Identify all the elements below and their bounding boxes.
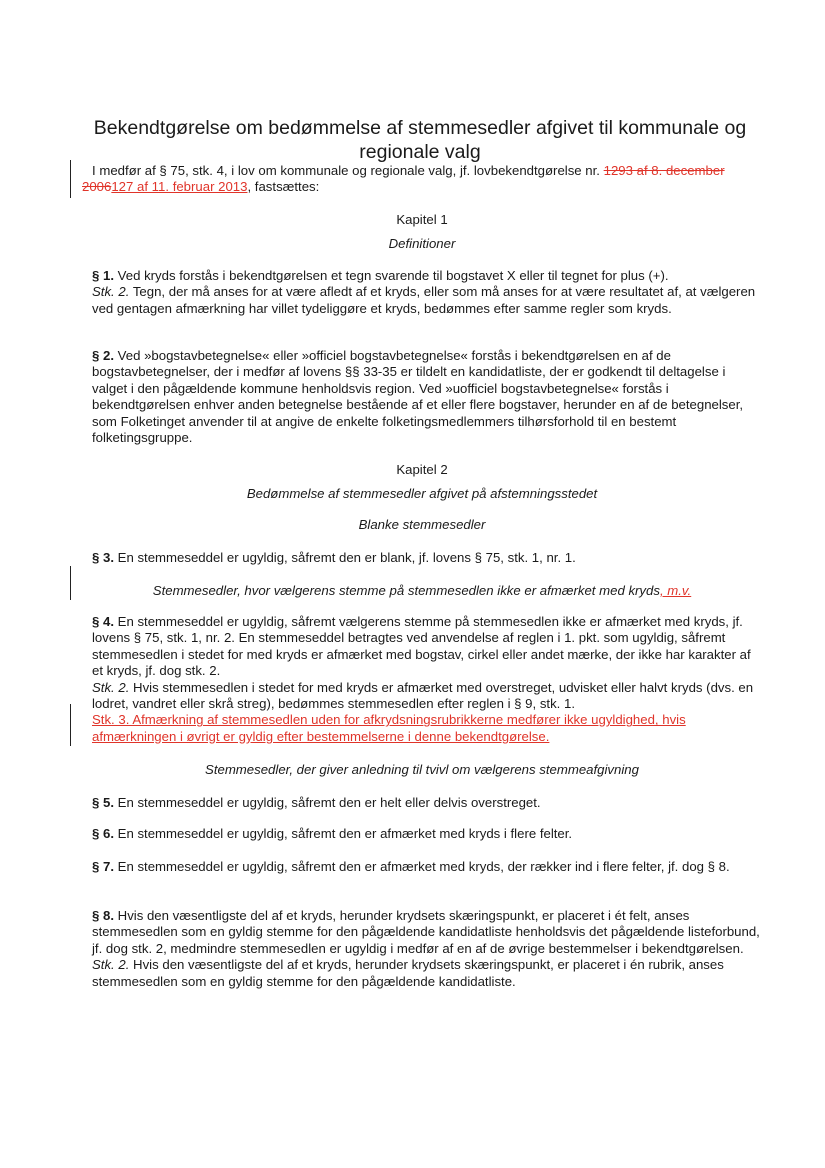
paragraph-text: Ved kryds forstås i bekendtgørelsen et tegn svarende til bogstavet X eller til tegnet for plus (+). <box>114 268 669 283</box>
section-heading-text: Stemmesedler, hvor vælgerens stemme på stemmesedlen ikke er afmærket med kryds <box>152 583 660 598</box>
paragraph-4 <box>82 614 762 745</box>
stk-text: Hvis den væsentligste del af et kryds, herunder krydsets skæringspunkt, er placeret i én rubrik, anses stemmesedlen som en gyldig stemme for den pågældende kandidatliste. <box>92 957 724 989</box>
stk-label: Stk. 2. <box>92 957 130 973</box>
paragraph-number: § 4. <box>92 614 114 629</box>
stk-text: Tegn, der må anses for at være afledt af et kryds, eller som må anses for at være resultatet af, at vælgeren ved gentagen afmærkning har villet tydeliggøre et kryds, bedømmes efter samme regler som kryds. <box>92 284 756 316</box>
paragraph-text: Hvis den væsentligste del af et kryds, herunder krydsets skæringspunkt, er placeret i ét felt, anses stemmesedlen som en gyldig stemme for den pågældende kandidatliste henholdsvis det pågældende listeforbund, jf. dog stk. 2, medmindre stemmesedlen er ugyldig i medfør af en af de øvrige bestemmelser i bekendtgørelsen. <box>92 908 760 956</box>
change-bar <box>70 160 71 198</box>
change-bar <box>70 704 71 746</box>
paragraph-number: § 6. <box>92 826 114 841</box>
section-heading-doubt: Stemmesedler, der giver anledning til tvivl om vælgerens stemmeafgivning <box>205 762 639 777</box>
paragraph-number: § 8. <box>92 908 114 923</box>
paragraph-2 <box>82 348 762 446</box>
paragraph-text: En stemmeseddel er ugyldig, såfremt den er afmærket med kryds, der rækker ind i flere felter, jf. dog § 8. <box>114 859 730 874</box>
chapter-2-heading: Kapitel 2 <box>396 462 448 477</box>
chapter-2-subheading: Bedømmelse af stemmesedler afgivet på afstemningsstedet <box>246 486 598 501</box>
chapter-1-subheading: Definitioner <box>388 236 456 251</box>
paragraph-text: En stemmeseddel er ugyldig, såfremt den er helt eller delvis overstreget. <box>114 795 541 810</box>
paragraph-3 <box>82 550 762 566</box>
change-bar <box>70 566 71 600</box>
paragraph-number: § 1. <box>92 268 114 283</box>
inserted-text: 127 af 11. februar 2013 <box>111 179 248 195</box>
paragraph-text: En stemmeseddel er ugyldig, såfremt den er afmærket med kryds i flere felter. <box>114 826 573 841</box>
chapter-1-heading: Kapitel 1 <box>396 212 448 227</box>
paragraph-5 <box>82 795 762 811</box>
inserted-text: , m.v. <box>659 583 692 598</box>
paragraph-number: § 5. <box>92 795 114 810</box>
paragraph-number: § 3. <box>92 550 114 565</box>
paragraph-text: En stemmeseddel er ugyldig, såfremt den er blank, jf. lovens § 75, stk. 1, nr. 1. <box>114 550 576 565</box>
intro-paragraph <box>82 163 762 196</box>
paragraph-number: § 2. <box>92 348 114 363</box>
section-heading-blank: Blanke stemmesedler <box>358 517 486 532</box>
paragraph-6 <box>82 826 762 842</box>
section-heading-no-cross <box>82 583 762 599</box>
intro-text: I medfør af § 75, stk. 4, i lov om kommunale og regionale valg, jf. lovbekendtgørelse nr. <box>92 163 604 178</box>
deleted-text: 1293 af 8. december 2006 <box>82 163 725 195</box>
intro-end: , fastsættes: <box>247 179 320 195</box>
inserted-stk-3: Stk. 3. Afmærkning af stemmesedlen uden for afkrydsningsrubrikkerne medfører ikke ugyldighed, hvis afmærkningen i øvrigt er gyldig efter bestemmelserne i denne bekendtgørelse. <box>92 712 686 744</box>
paragraph-7 <box>82 859 762 875</box>
stk-label: Stk. 2. <box>92 679 130 695</box>
stk-text: Hvis stemmesedlen i stedet for med kryds er afmærket med overstreget, udvisket eller halvt kryds (dvs. en lodret, vandret eller skrå streg), bedømmes stemmesedlen efter reglen i § 9, stk. 1. <box>92 679 754 712</box>
paragraph-text: Ved »bogstavbetegnelse« eller »officiel bogstavbetegnelse« forstås i bekendtgørelsen en af de bogstavbetegnelser, der i medfør af lovens §§ 33-35 er tildelt en kandidatliste, der er godkendt til deltagelse i valget i den pågældende kommune henholdsvis region. Ved »uofficiel bogstavbetegnelse« forstås i bekendtgørelsen enhver anden betegnelse bestående af et eller flere bogstaver, herunder en af de betegnelser, som Folketinget anvender til at angive de enkelte folketingsmedlemmers tilhørsforhold til en bestemt folketingsgruppe. <box>92 348 744 446</box>
document-title: Bekendtgørelse om bedømmelse af stemmesedler afgivet til kommunale og regionale valg <box>93 117 747 163</box>
paragraph-1 <box>82 268 762 317</box>
paragraph-text: En stemmeseddel er ugyldig, såfremt vælgerens stemme på stemmesedlen ikke er afmærket med kryds, jf. lovens § 75, stk. 1, nr. 2. En stemmeseddel betragtes ved anvendelse af reglen i 1. pkt. som ugyldig, såfremt stemmesedlen i stedet for med kryds er afmærket med bogstav, cirkel eller andet mærke, der ikke har karakter af et kryds, jf. dog stk. 2. <box>92 614 751 679</box>
paragraph-number: § 7. <box>92 859 114 874</box>
stk-label: Stk. 2. <box>92 284 130 300</box>
paragraph-8 <box>82 908 762 990</box>
